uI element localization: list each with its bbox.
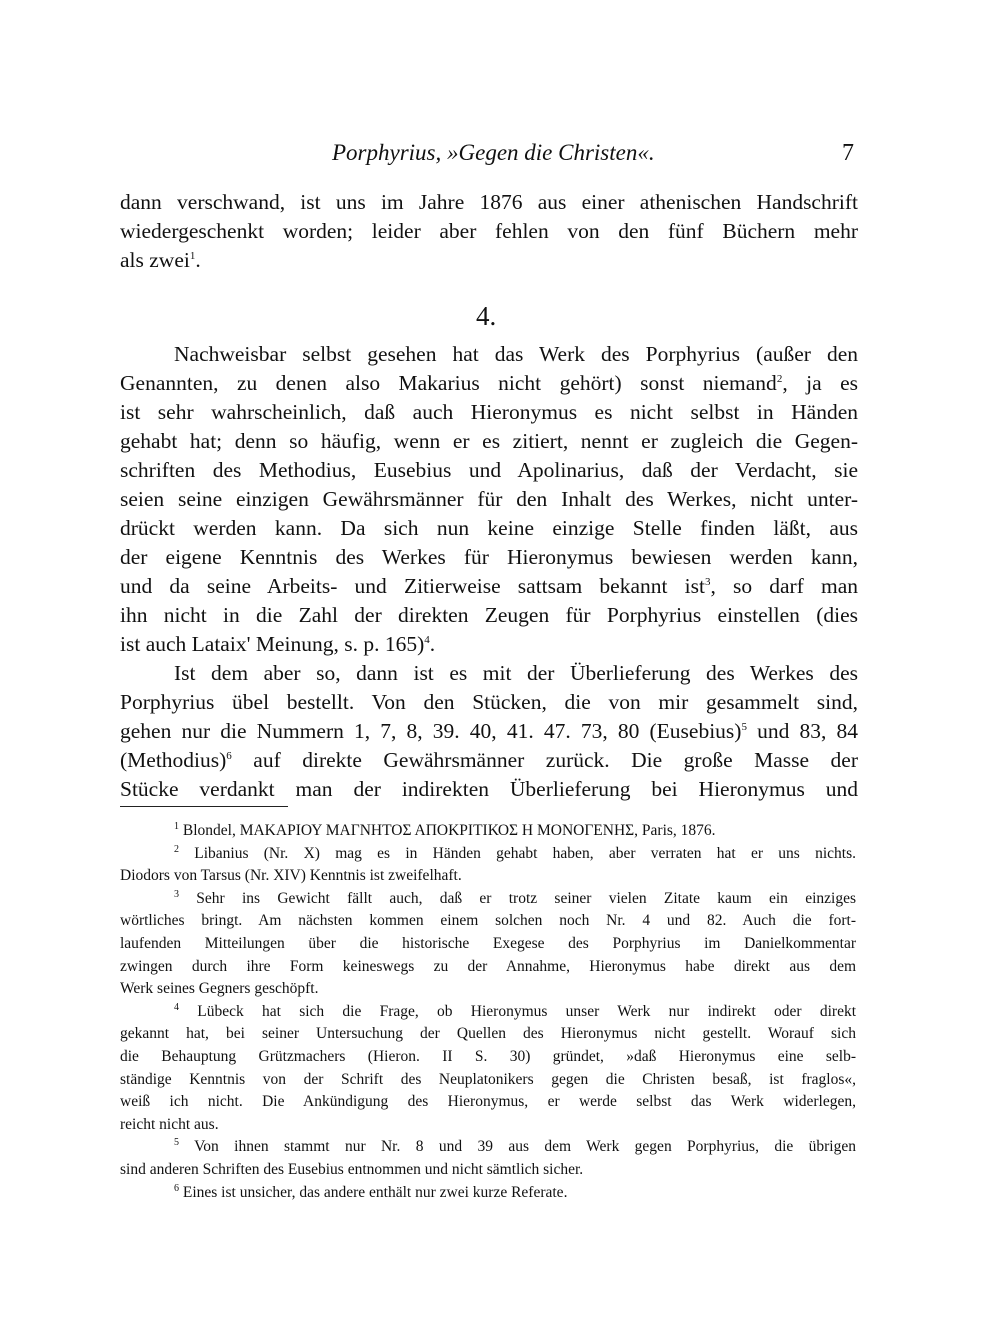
footnote-mark: 2 <box>174 843 179 855</box>
running-header <box>0 140 1000 172</box>
footnote-line: $^5$ Von ihnen stammt nur Nr. 8 und 39 aus dem Werk gegen Porphyrius, die übrigen <box>174 1137 856 1156</box>
text-line: seien seine einzigen Gewährsmänner für den Inhalt des Werkes, nicht unter- <box>120 487 858 511</box>
footnote-line: ständige Kenntnis von der Schrift des Neuplatonikers gegen die Christen besaß, ist fraglos«, <box>120 1070 856 1088</box>
footnote-ref: 6 <box>226 750 232 762</box>
text-line: gehabt hat; denn so häufig, wenn er es zitiert, nennt er zugleich die Gegen- <box>120 429 858 453</box>
text-line: drückt werden kann. Da sich nun keine einzige Stelle finden läßt, aus <box>120 516 858 540</box>
text-line: als zwei$^1$. <box>120 248 201 272</box>
paragraph-1 <box>120 188 858 275</box>
text-line: dann verschwand, ist uns im Jahre 1876 aus einer athenischen Handschrift <box>120 190 858 214</box>
footnotes <box>120 820 856 1204</box>
footnote-2 <box>120 843 856 888</box>
footnote-line: wörtliches bringt. Am nächsten kommen einem solchen noch Nr. 4 und 82. Auch die fort- <box>120 912 856 930</box>
text-line: (Methodius)$^6$ auf direkte Gewährsmänner zurück. Die große Masse der <box>120 748 858 772</box>
footnote-line: $^2$ Libanius (Nr. X) mag es in Händen gehabt haben, aber verraten hat er uns nichts. <box>174 843 856 862</box>
footnote-ref: 4 <box>424 634 430 646</box>
footnote-mark: 6 <box>174 1182 179 1194</box>
footnote-line: reicht nicht aus. <box>120 1115 219 1133</box>
text-line: ist auch Lataix' Meinung, s. p. 165)$^4$. <box>120 632 436 656</box>
footnote-ref: 2 <box>776 373 783 385</box>
section-number: 4. <box>476 301 497 331</box>
running-title: Porphyrius, »Gegen die Christen«. <box>332 140 655 165</box>
text-line: Genannten, zu denen also Makarius nicht gehört) sonst niemand$^2$, ja es <box>120 371 858 395</box>
text-line: gehen nur die Nummern 1, 7, 8, 39. 40, 41. 47. 73, 80 (Eusebius)$^5$ und 83, 84 <box>120 719 859 743</box>
body-text <box>120 340 858 804</box>
footnote-ref: 1 <box>189 250 196 262</box>
text-line: wiedergeschenkt worden; leider aber fehlen von den fünf Büchern mehr <box>120 219 858 243</box>
footnote-line: $^3$ Sehr ins Gewicht fällt auch, daß er trotz seiner vielen Zitate kaum ein einziges <box>174 888 856 907</box>
footnote-line: laufenden Mitteilungen über die historische Exegese des Porphyrius im Danielkommentar <box>120 934 856 952</box>
footnote-line: die Behauptung Grützmachers (Hieron. II S. 30) gründet, »daß Hieronymus eine selb- <box>120 1047 856 1065</box>
footnote-mark: 1 <box>174 821 179 832</box>
text-line: schriften des Methodius, Eusebius und Apolinarius, daß der Verdacht, sie <box>120 458 858 482</box>
footnote-line: Diodors von Tarsus (Nr. XIV) Kenntnis ist zweifelhaft. <box>120 867 462 885</box>
footnote-1 <box>120 820 856 843</box>
footnote-line: $^1$ Blondel, ΜΑΚΑΡΙΟΥ ΜΑΓΝΗΤΟΣ ΑΠΟΚΡΙΤΙΚΟΣ Η ΜΟΝΟΓΕΝΗΣ, Paris, 1876. <box>174 821 716 839</box>
footnote-mark: 3 <box>174 888 179 900</box>
footnote-line: zwingen durch ihre Form keineswegs zu der Annahme, Hieronymus habe direkt aus dem <box>120 957 856 975</box>
footnote-line: $^4$ Lübeck hat sich die Frage, ob Hieronymus unser Werk nur indirekt oder direkt <box>174 1001 857 1020</box>
page-number: 7 <box>842 140 854 166</box>
text-line: der eigene Kenntnis des Werkes für Hieronymus bewiesen werden kann, <box>120 545 858 569</box>
text-line: und da seine Arbeits- und Zitierweise sattsam bekannt ist$^3$, so darf man <box>120 574 858 598</box>
footnote-3 <box>120 888 856 1001</box>
text-line: Nachweisbar selbst gesehen hat das Werk des Porphyrius (außer den <box>174 342 858 366</box>
footnote-mark: 4 <box>174 1001 179 1013</box>
text-line: Stücke verdankt man der indirekten Überlieferung bei Hieronymus und <box>120 777 858 801</box>
footnote-ref: 5 <box>741 721 747 733</box>
footnote-6 <box>120 1182 856 1205</box>
text-line: Ist dem aber so, dann ist es mit der Überlieferung des Werkes des <box>174 661 858 685</box>
footnote-5 <box>120 1136 856 1181</box>
text-line: Porphyrius übel bestellt. Von den Stücken, die von mir gesammelt sind, <box>120 690 858 714</box>
text-line: ihn nicht in die Zahl der direkten Zeugen für Porphyrius einstellen (dies <box>120 603 858 627</box>
text-line: ist sehr wahrscheinlich, daß auch Hieronymus es nicht selbst in Händen <box>120 400 858 424</box>
footnote-line: sind anderen Schriften des Eusebius entnommen und nicht sämtlich sicher. <box>120 1160 584 1178</box>
footnote-ref: 3 <box>704 576 711 588</box>
footnote-mark: 5 <box>174 1137 179 1149</box>
footnote-divider <box>120 806 288 807</box>
footnote-line: $^6$ Eines ist unsicher, das andere enthält nur zwei kurze Referate. <box>174 1182 568 1201</box>
footnote-line: weiß ich nicht. Die Ankündigung des Hieronymus, er werde selbst das Werk widerlegen, <box>120 1093 856 1111</box>
footnote-4 <box>120 1001 856 1137</box>
footnote-line: gekannt hat, bei seiner Untersuchung der Quellen des Hieronymus nicht gestellt. Worauf sich <box>120 1025 856 1043</box>
footnote-line: Werk seines Gegners geschöpft. <box>120 980 319 998</box>
